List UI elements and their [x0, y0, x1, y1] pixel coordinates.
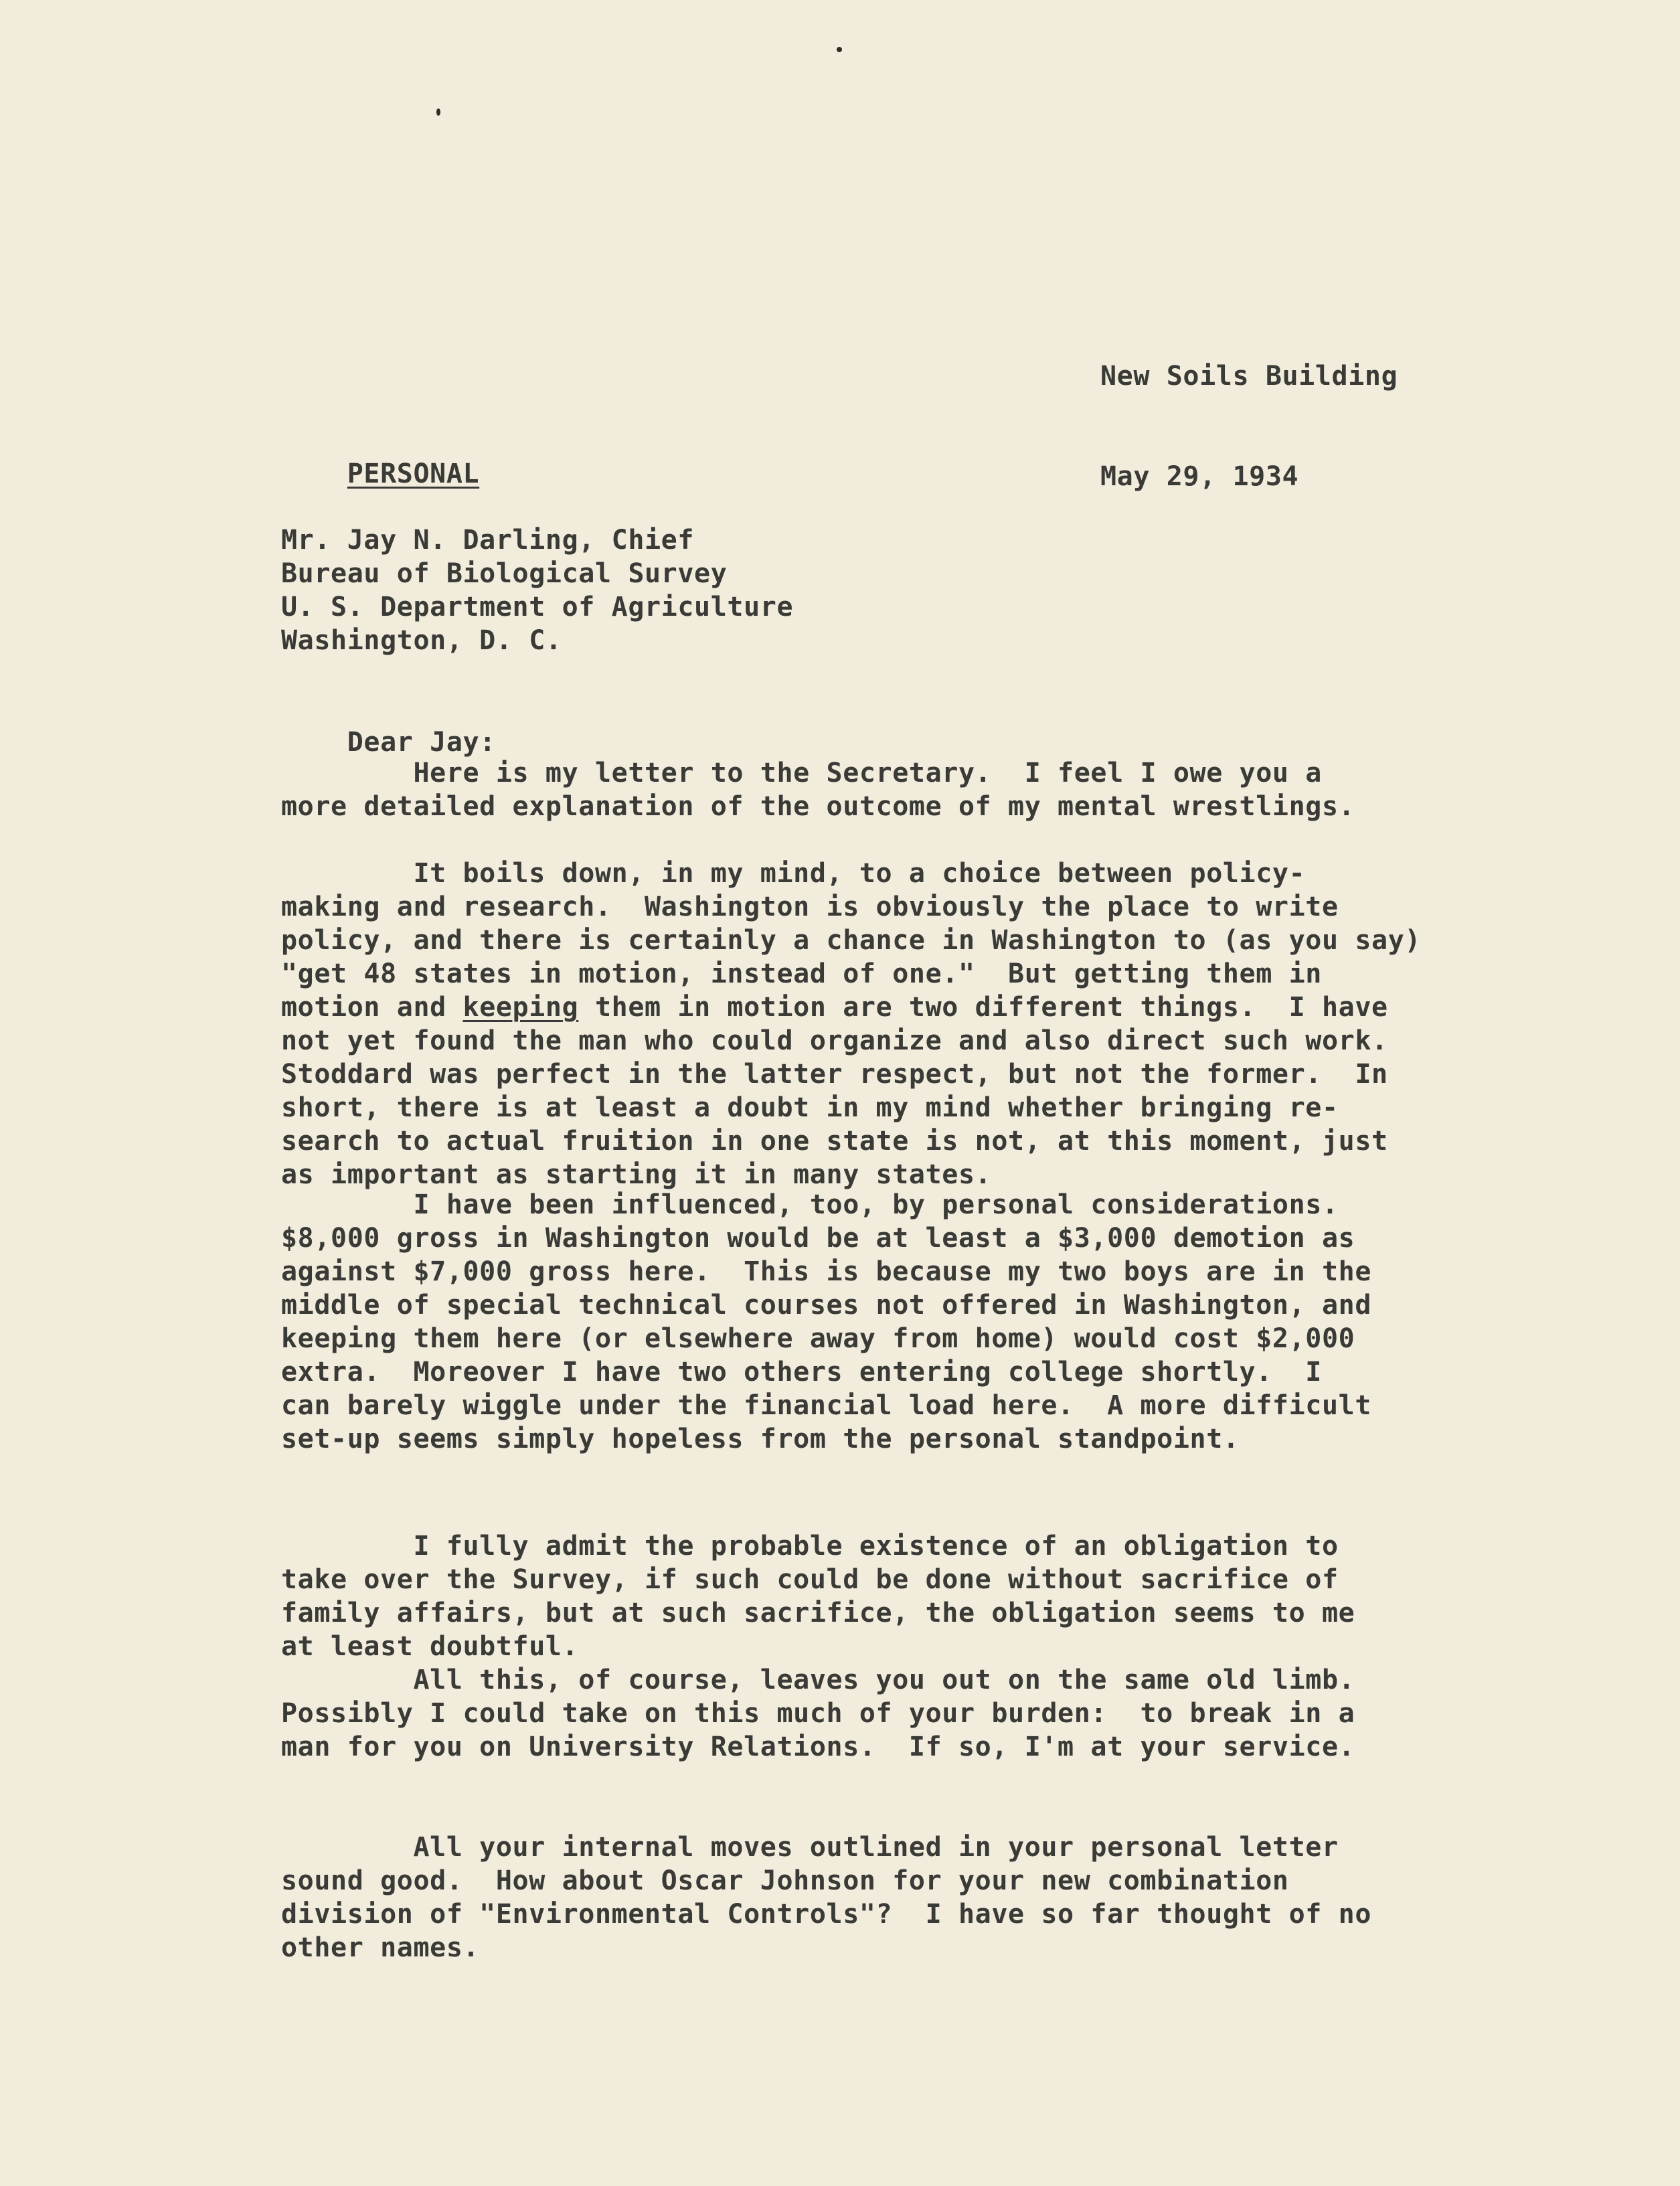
paragraph-line: not yet found the man who could organize and also direct such work.	[281, 1025, 1388, 1056]
paragraph	[281, 1188, 1371, 1456]
letter-header	[1100, 292, 1398, 560]
recipient-line: Washington, D. C.	[281, 625, 562, 656]
paragraph-line: Stoddard was perfect in the latter respect, but not the former. In	[281, 1059, 1388, 1090]
recipient-line: Mr. Jay N. Darling, Chief	[281, 525, 695, 556]
paragraph-line: search to actual fruition in one state is not, at this moment, just	[281, 1126, 1388, 1157]
paragraph-line: take over the Survey, if such could be done without sacrifice of	[281, 1564, 1339, 1595]
paragraph-line: set-up seems simply hopeless from the personal standpoint.	[281, 1424, 1240, 1454]
header-date: May 29, 1934	[1100, 461, 1299, 492]
paragraph-line: against $7,000 gross here. This is because my two boys are in the	[281, 1256, 1372, 1287]
paragraph	[281, 756, 1355, 823]
header-place: New Soils Building	[1100, 361, 1398, 392]
paragraph	[281, 1529, 1355, 1663]
paragraph-line: "get 48 states in motion, instead of one." But getting them in	[281, 958, 1322, 989]
paragraph-line: All this, of course, leaves you out on the same old limb.	[281, 1665, 1355, 1695]
paragraph-line: at least doubtful.	[281, 1631, 579, 1662]
paragraph-line: Here is my letter to the Secretary. I feel I owe you a	[281, 758, 1322, 788]
recipient-line: Bureau of Biological Survey	[281, 558, 728, 589]
recipient-address	[281, 523, 793, 657]
paragraph-line: I fully admit the probable existence of an obligation to	[281, 1531, 1339, 1562]
paragraph-line: All your internal moves outlined in your personal letter	[281, 1832, 1339, 1863]
paragraph-line: can barely wiggle under the financial load here. A more difficult	[281, 1390, 1372, 1421]
personal-marking	[281, 424, 479, 524]
paragraph-line: sound good. How about Oscar Johnson for your new combination	[281, 1865, 1289, 1896]
paragraph-line: making and research. Washington is obviously the place to write	[281, 892, 1339, 922]
paragraph-line: It boils down, in my mind, to a choice between policy-	[281, 858, 1306, 889]
paragraph-line: keeping them here (or elsewhere away from home) would cost $2,000	[281, 1323, 1355, 1354]
paragraph-line: man for you on University Relations. If so, I'm at your service.	[281, 1732, 1355, 1762]
paper-speck	[837, 47, 842, 52]
salutation-text: Dear Jay:	[347, 727, 496, 758]
paragraph-line: family affairs, but at such sacrifice, the obligation seems to me	[281, 1598, 1355, 1628]
paper-speck	[436, 108, 440, 116]
paragraph-line: short, there is at least a doubt in my mind whether bringing re-	[281, 1092, 1339, 1123]
paragraph-line: division of "Environmental Controls"? I have so far thought of no	[281, 1899, 1372, 1930]
paragraph-line: middle of special technical courses not offered in Washington, and	[281, 1290, 1372, 1321]
paragraph-line: more detailed explanation of the outcome of my mental wrestlings.	[281, 791, 1355, 822]
paragraph	[281, 1663, 1355, 1764]
paragraph-line: Possibly I could take on this much of your burden: to break in a	[281, 1698, 1355, 1729]
paragraph-line: motion and keeping them in motion are two different things. I have	[281, 992, 1388, 1023]
paragraph-line: policy, and there is certainly a chance in Washington to (as you say)	[281, 925, 1422, 956]
paragraph	[281, 1831, 1371, 1964]
paragraph-line: $8,000 gross in Washington would be at least a $3,000 demotion as	[281, 1223, 1355, 1254]
paragraph-line: extra. Moreover I have two others entering college shortly. I	[281, 1357, 1322, 1388]
paragraph-line: I have been influenced, too, by personal considerations.	[281, 1189, 1339, 1220]
paragraph-line: as important as starting it in many states.	[281, 1159, 992, 1190]
paragraph	[281, 857, 1421, 1191]
paragraph-line: other names.	[281, 1932, 480, 1963]
recipient-line: U. S. Department of Agriculture	[281, 592, 794, 622]
personal-label: PERSONAL	[347, 458, 480, 489]
